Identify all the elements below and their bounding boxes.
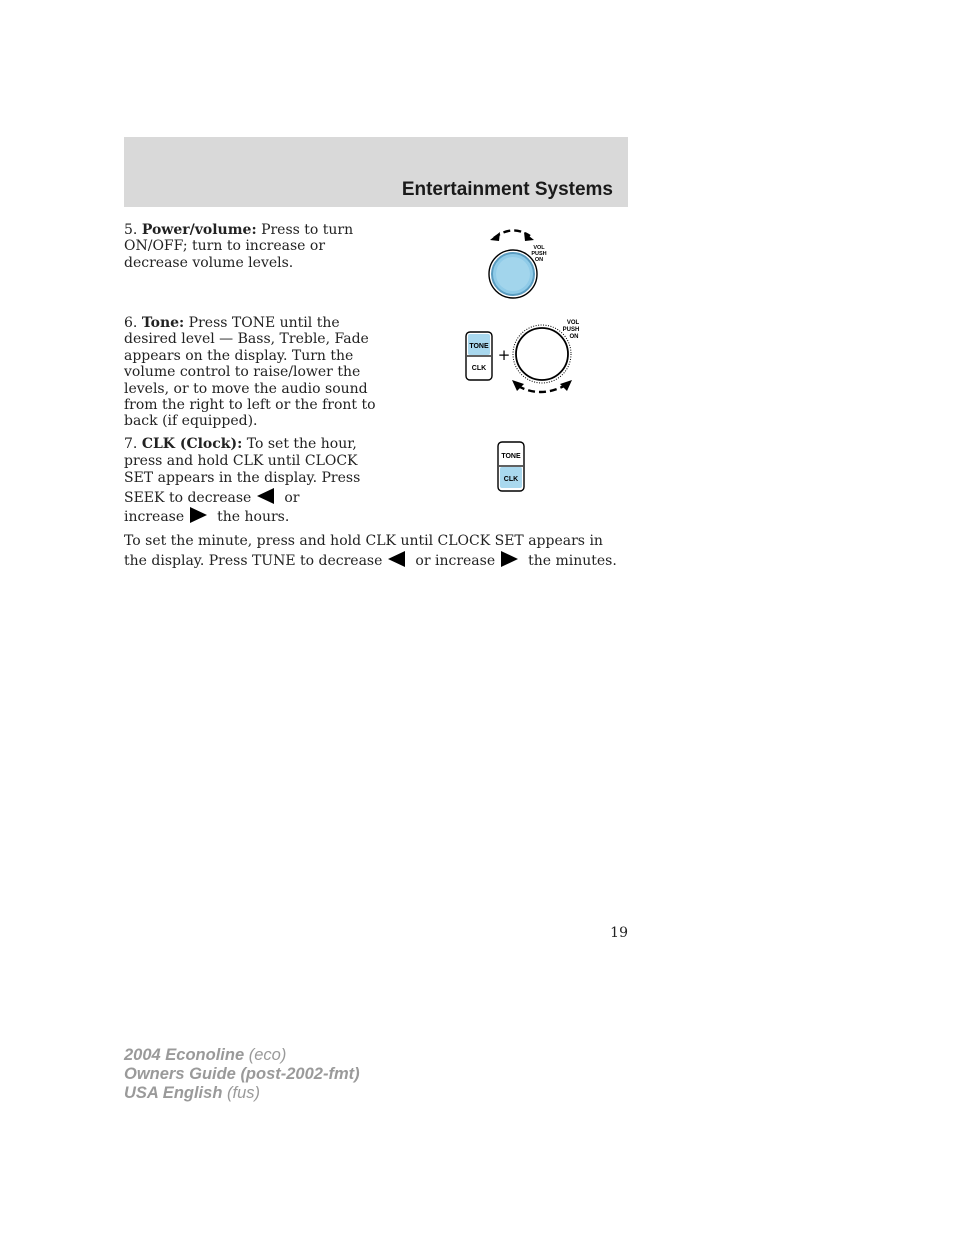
tone-paragraph: [124, 315, 376, 430]
knob-label-vol: VOL: [566, 320, 580, 326]
tone-button-label: TONE: [501, 453, 521, 460]
hours-text: the hours.: [217, 508, 290, 525]
item-text: Press to turn ON/OFF; turn to increase or decrease volume levels.: [124, 222, 354, 271]
minute-text: To set the minute, press and hold CLK until CLOCK SET appears in the display. Press TUNE to decrease: [124, 533, 603, 569]
tone-button-label: TONE: [469, 343, 489, 350]
footer: [124, 1046, 360, 1103]
or-text: or: [284, 489, 300, 506]
volume-knob-figure: [482, 222, 552, 302]
clk-paragraph: [124, 436, 374, 526]
rotate-arrows-icon: [490, 230, 534, 241]
tone-volume-figure: [462, 314, 586, 398]
minutes-text: the minutes.: [528, 553, 617, 569]
or-increase-text: or increase: [415, 553, 496, 569]
item-number: 6.: [124, 315, 138, 331]
clk-button-label: CLK: [503, 476, 519, 483]
knob-label-vol: VOL: [533, 245, 545, 251]
minute-paragraph: [124, 531, 628, 571]
page-number: 19: [610, 925, 628, 941]
footer-line-1: 2004 Econoline (eco): [124, 1046, 287, 1064]
section-title: Entertainment Systems: [401, 179, 613, 200]
seek-increase-arrow-icon: [190, 507, 207, 523]
plus-icon: +: [497, 346, 511, 364]
increase-text: increase: [124, 508, 185, 525]
knob-label-on: ON: [534, 257, 544, 263]
item-term: Tone:: [141, 315, 185, 331]
item-number: 7.: [124, 436, 138, 452]
item-term: Power/volume:: [141, 222, 257, 238]
seek-decrease-arrow-icon: [257, 488, 274, 504]
knob-label-on: ON: [569, 334, 579, 340]
footer-line-2: Owners Guide (post-2002-fmt): [124, 1065, 360, 1083]
item-number: 5.: [124, 222, 138, 238]
footer-line-3: USA English (fus): [124, 1084, 260, 1102]
power-volume-paragraph: [124, 222, 354, 271]
header-band: [124, 137, 628, 207]
tune-increase-arrow-icon: [501, 551, 518, 567]
item-text: Press TONE until the desired level — Bass, Treble, Fade appears on the display. Turn the volume control to raise/lower the levels, or to move the audio sound from the right to left or the front to back (if equipped).: [124, 315, 376, 430]
item-text: To set the hour, press and hold CLK until CLOCK SET appears in the display. Press SEEK to decrease: [124, 436, 361, 506]
tone-clk-button-figure: [494, 440, 528, 494]
item-term: CLK (Clock):: [141, 436, 243, 452]
knob-label-push: PUSH: [562, 327, 580, 333]
tune-decrease-arrow-icon: [388, 551, 405, 567]
knob-label-push: PUSH: [531, 251, 547, 257]
clk-button-label: CLK: [471, 365, 487, 372]
